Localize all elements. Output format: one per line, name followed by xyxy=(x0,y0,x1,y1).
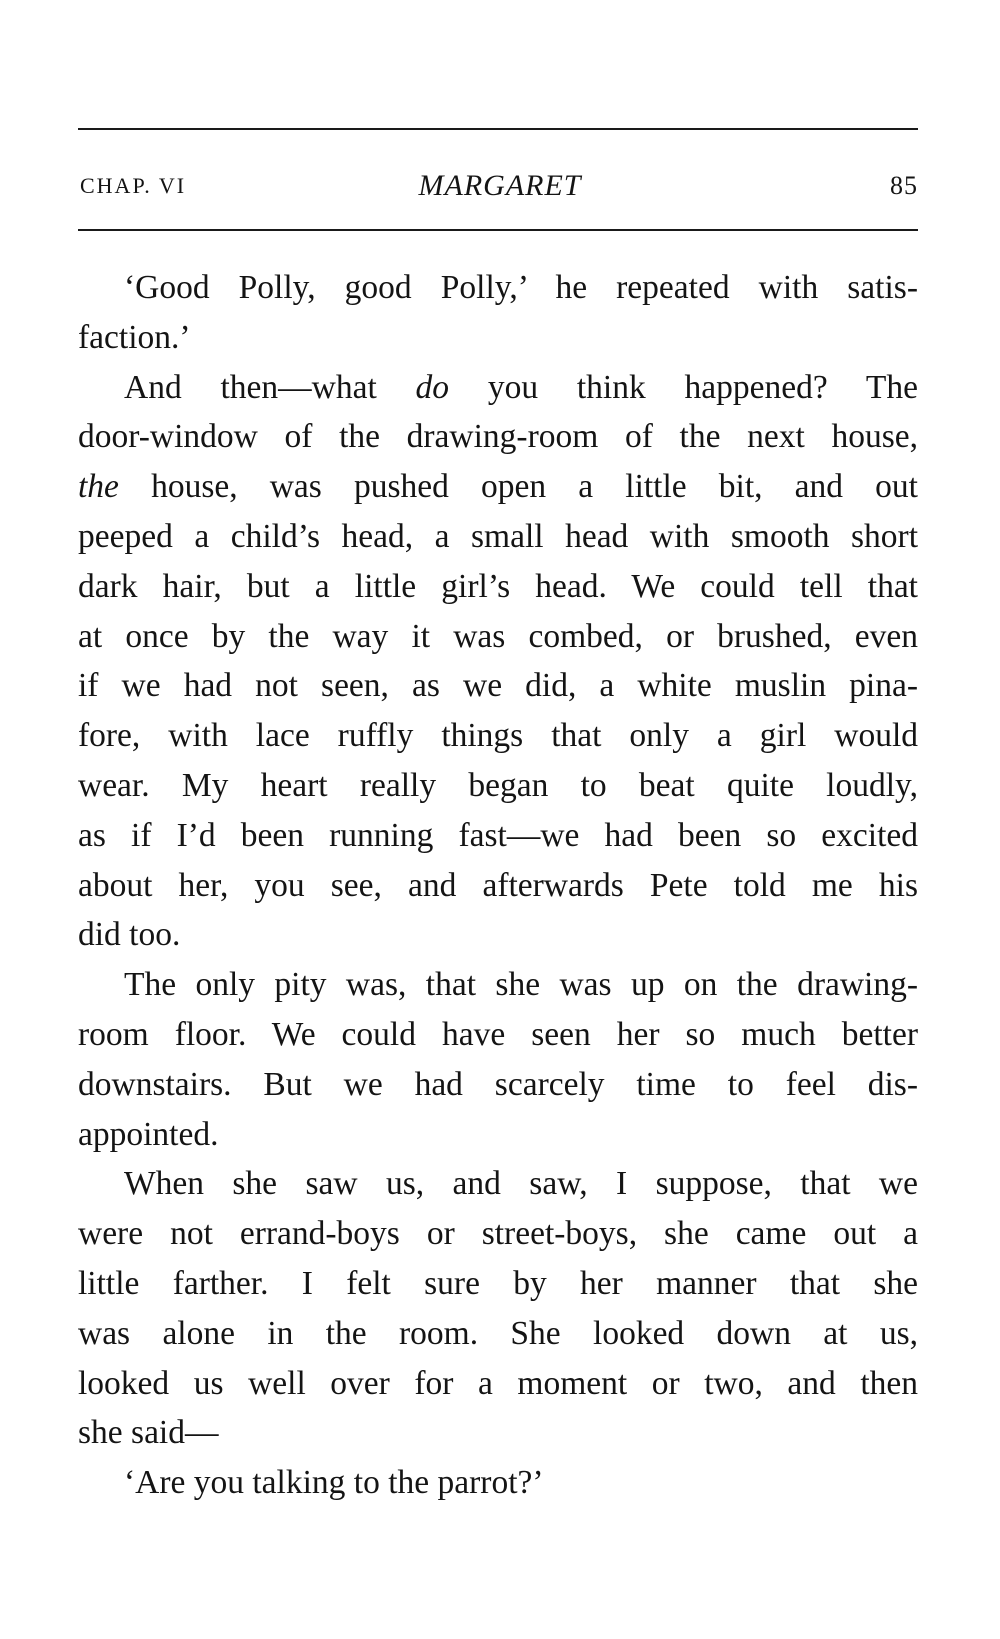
text-line: the house, was pushed open a little bit, and out xyxy=(78,468,918,506)
text-line: ‘Are you talking to the parrot?’ xyxy=(124,1464,544,1502)
text-line: were not errand-boys or street-boys, she came out a xyxy=(78,1215,918,1253)
paragraph xyxy=(78,960,918,1159)
paragraph xyxy=(78,1458,918,1508)
text-line: little farther. I felt sure by her manner that she xyxy=(78,1264,918,1302)
header-top-rule xyxy=(78,128,918,130)
text-line: The only pity was, that she was up on the drawing- xyxy=(124,966,918,1004)
text-line: was alone in the room. She looked down at us, xyxy=(78,1314,918,1352)
text-line: fore, with lace ruffly things that only a girl would xyxy=(78,717,918,755)
text-line: if we had not seen, as we did, a white muslin pina- xyxy=(78,667,918,705)
text-line: she said— xyxy=(78,1414,219,1452)
text-line: When she saw us, and saw, I suppose, that we xyxy=(124,1165,918,1203)
text-line: wear. My heart really began to beat quite loudly, xyxy=(78,766,918,804)
text-line: looked us well over for a moment or two, and then xyxy=(78,1364,918,1402)
paragraph xyxy=(78,1159,918,1458)
paragraph xyxy=(78,363,918,961)
text-line: faction.’ xyxy=(78,318,191,356)
running-title: MARGARET xyxy=(418,169,582,202)
text-line: door-window of the drawing-room of the next house, xyxy=(78,418,918,456)
page-number: 85 xyxy=(890,171,918,200)
text-line: about her, you see, and afterwards Pete told me his xyxy=(78,866,918,904)
header-bottom-rule xyxy=(78,229,918,231)
text-line: as if I’d been running fast—we had been so excited xyxy=(78,816,918,854)
text-line: appointed. xyxy=(78,1115,219,1153)
chapter-label: CHAP. VI xyxy=(80,173,187,198)
text-line: did too. xyxy=(78,916,181,954)
text-line: at once by the way it was combed, or brushed, even xyxy=(78,617,918,655)
text-line: dark hair, but a little girl’s head. We could tell that xyxy=(78,567,918,605)
text-line: room floor. We could have seen her so much better xyxy=(78,1015,918,1053)
text-line: peeped a child’s head, a small head with smooth short xyxy=(78,517,918,555)
paragraph xyxy=(78,263,918,363)
text-line: And then—what do you think happened? The xyxy=(124,368,918,406)
text-line: downstairs. But we had scarcely time to feel dis- xyxy=(78,1065,918,1103)
text-line: ‘Good Polly, good Polly,’ he repeated with satis- xyxy=(124,269,918,306)
body-text xyxy=(78,263,918,1508)
